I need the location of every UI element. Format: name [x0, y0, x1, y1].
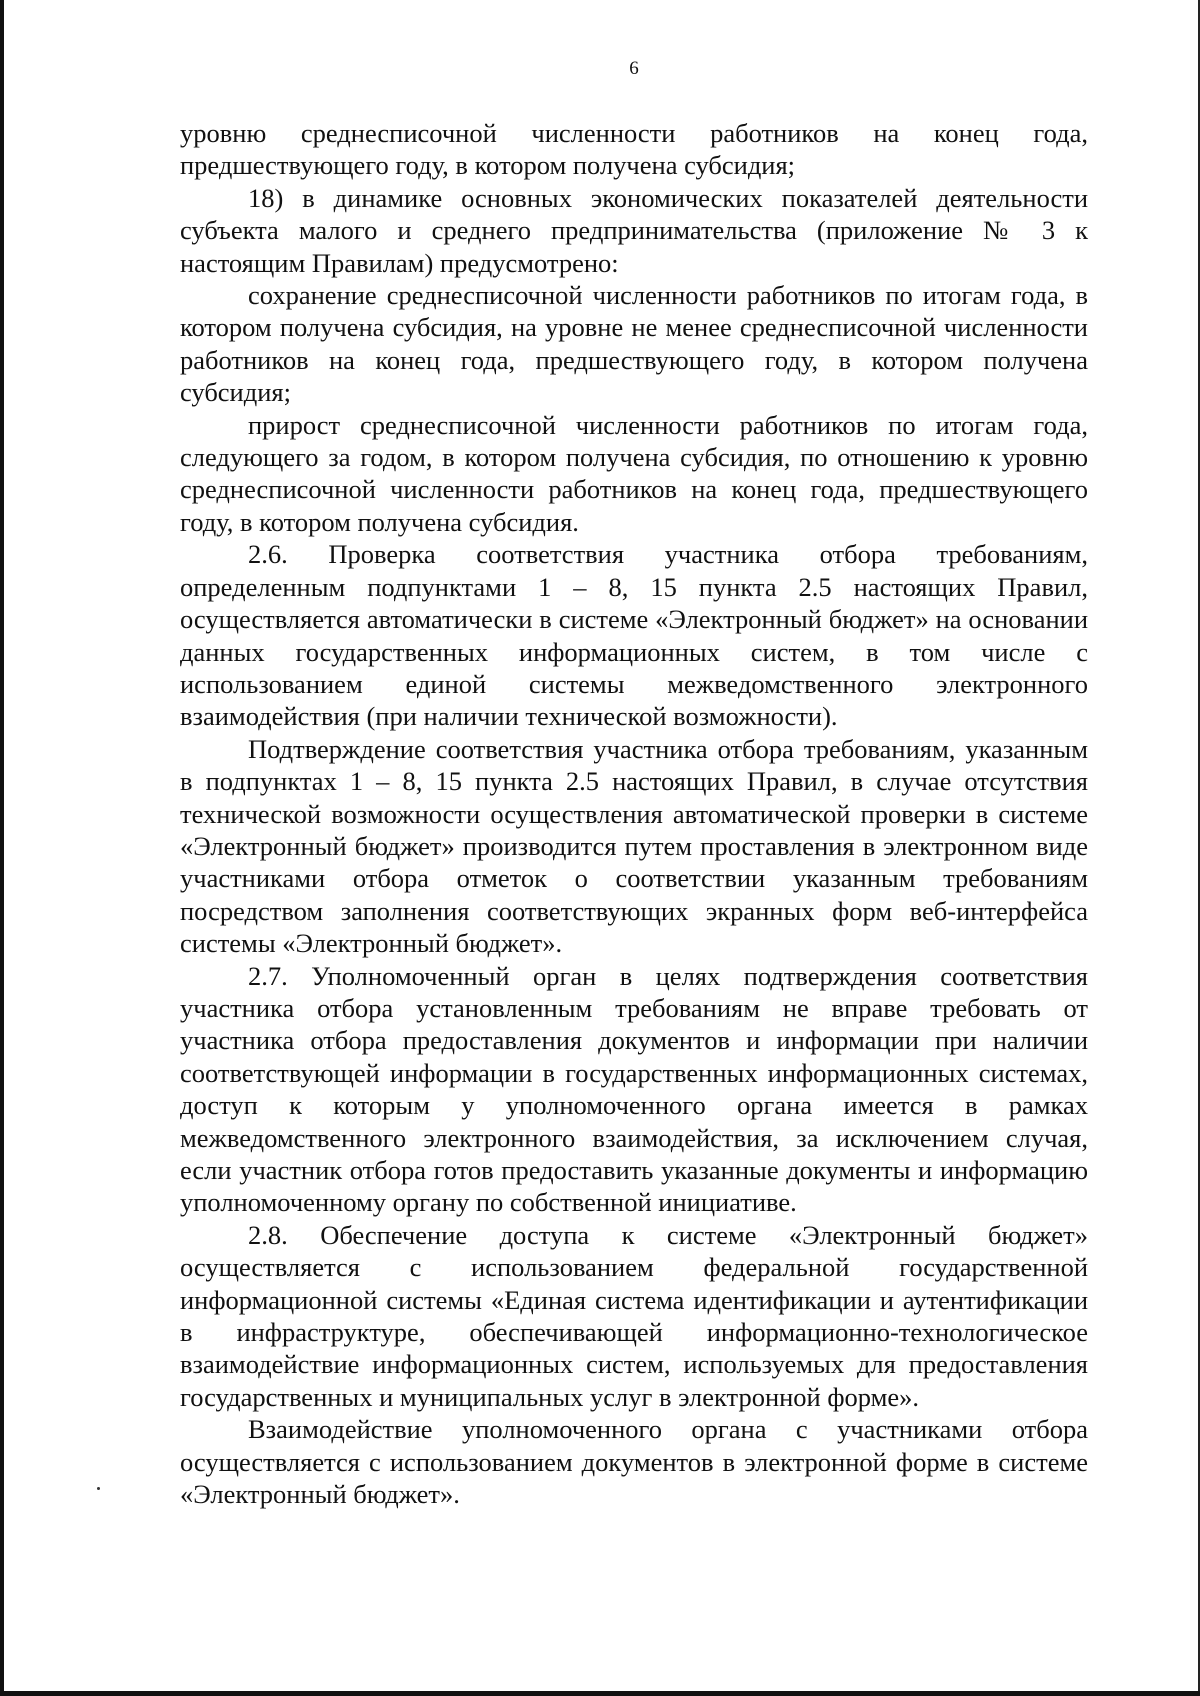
scan-edge-left — [0, 0, 4, 1696]
scan-edge-bottom — [0, 1691, 1200, 1696]
paragraph-confirmation: Подтверждение соответствия участника отбора требованиям, указанным в подпунктах 1 – 8, 15 пункта 2.5 настоящих Правил, в случае отсутствия технической возможности осуществления автоматической проверки в системе «Электронный бюджет» производится путем проставления в электронном виде участниками отбора отметок о соответствии указанным требованиям посредством заполнения соответствующих экранных форм веб-интерфейса системы «Электронный бюджет». — [180, 733, 1088, 959]
paragraph-item-18: 18) в динамике основных экономических показателей деятельности субъекта малого и среднего предпринимательства (приложение № 3 к настоящим Правилам) предусмотрено: — [180, 182, 1088, 278]
paragraph-2-6: 2.6. Проверка соответствия участника отбора требованиям, определенным подпунктами 1 – 8, 15 пункта 2.5 настоящих Правил, осуществляется автоматически в системе «Электронный бюджет» на основании данных государственных информационных систем, в том числе с использованием единой системы межведомственного электронного взаимодействия (при наличии технической возможности). — [180, 539, 1088, 732]
paragraph-2-7: 2.7. Уполномоченный орган в целях подтверждения соответствия участника отбора установленным требованиям не вправе требовать от участника отбора предоставления документов и информации при наличии соответствующей информации в государственных информационных системах, доступ к которым у уполномоченного органа имеется в рамках межведомственного электронного взаимодействия, за исключением случая, если участник отбора готов предоставить указанные документы и информацию уполномоченному органу по собственной инициативе. — [180, 960, 1088, 1218]
paragraph-2-8: 2.8. Обеспечение доступа к системе «Электронный бюджет» осуществляется с использованием федеральной государственной информационной системы «Единая система идентификации и аутентификации в инфраструктуре, обеспечивающей информационно-технологическое взаимодействие информационных систем, используемых для предоставления государственных и муниципальных услуг в электронной форме». — [180, 1219, 1088, 1412]
paragraph-interaction: Взаимодействие уполномоченного органа с участниками отбора осуществляется с использованием документов в электронной форме в системе «Электронный бюджет». — [180, 1414, 1088, 1510]
paragraph-continuation: уровню среднесписочной численности работников на конец года, предшествующего году, в котором получена субсидия; — [180, 118, 1088, 181]
document-body — [180, 117, 1088, 1510]
paragraph-retention: сохранение среднесписочной численности работников по итогам года, в котором получена субсидия, на уровне не менее среднесписочной численности работников на конец года, предшествующего году, в котором получена субсидия; — [180, 280, 1088, 408]
page-number: 6 — [629, 58, 639, 79]
scan-speck — [97, 1487, 100, 1490]
paragraph-growth: прирост среднесписочной численности работников по итогам года, следующего за годом, в котором получена субсидия, по отношению к уровню среднесписочной численности работников на конец года, предшествующего году, в котором получена субсидия. — [180, 409, 1088, 537]
